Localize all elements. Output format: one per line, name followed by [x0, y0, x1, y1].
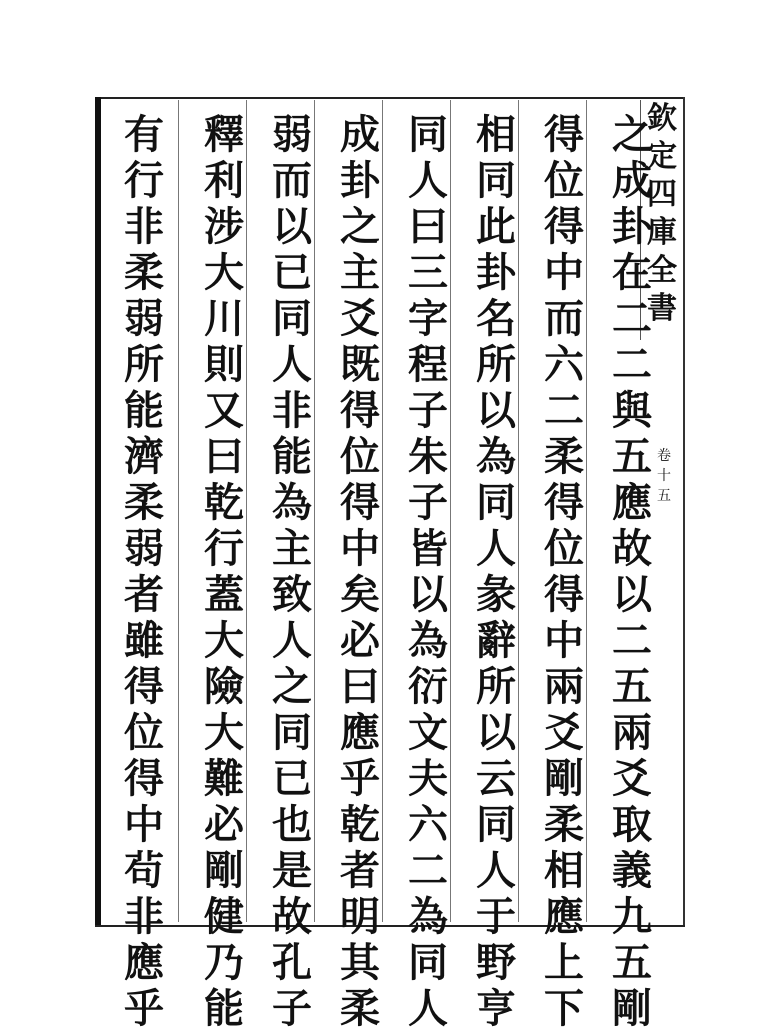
- glyph: 弱: [124, 295, 164, 342]
- glyph: 位: [544, 525, 584, 572]
- glyph: 同: [476, 479, 516, 526]
- glyph: 行: [124, 157, 164, 204]
- glyph: 五: [612, 663, 652, 710]
- glyph: 同: [476, 801, 516, 848]
- glyph: 應: [340, 709, 380, 756]
- glyph: 位: [124, 709, 164, 756]
- glyph: 涉: [204, 203, 244, 250]
- glyph: 二: [612, 341, 652, 388]
- glyph: 彖: [476, 571, 516, 618]
- text-column-4: [398, 111, 458, 1032]
- glyph: 茍: [124, 847, 164, 894]
- glyph: 又: [204, 387, 244, 434]
- glyph: 非: [124, 893, 164, 940]
- glyph: 而: [272, 157, 312, 204]
- glyph: 卷: [657, 448, 671, 464]
- glyph: 中: [340, 525, 380, 572]
- glyph: 所: [476, 341, 516, 388]
- glyph: 以: [612, 571, 652, 618]
- glyph: 辭: [476, 617, 516, 664]
- glyph: 人: [272, 617, 312, 664]
- glyph: 兩: [544, 663, 584, 710]
- glyph: 主: [340, 249, 380, 296]
- glyph: 行: [204, 525, 244, 572]
- glyph: 大: [204, 709, 244, 756]
- glyph: 此: [476, 203, 516, 250]
- glyph: 明: [340, 893, 380, 940]
- glyph: 以: [476, 387, 516, 434]
- text-column-5: [330, 111, 390, 1032]
- glyph: 得: [124, 755, 164, 802]
- glyph: 得: [544, 111, 584, 158]
- glyph: 健: [204, 893, 244, 940]
- glyph: 人: [476, 525, 516, 572]
- glyph: 取: [612, 801, 652, 848]
- glyph: 二: [544, 387, 584, 434]
- glyph: 川: [204, 295, 244, 342]
- glyph: 卦: [340, 157, 380, 204]
- glyph: 故: [272, 893, 312, 940]
- glyph: 同: [476, 157, 516, 204]
- glyph: 爻: [340, 295, 380, 342]
- glyph: 爻: [612, 755, 652, 802]
- glyph: 爻: [544, 709, 584, 756]
- glyph: 主: [272, 525, 312, 572]
- glyph: 柔: [544, 801, 584, 848]
- glyph: 子: [272, 985, 312, 1032]
- glyph: 五: [612, 433, 652, 480]
- glyph: 為: [408, 893, 448, 940]
- glyph: 同: [408, 111, 448, 158]
- glyph: 字: [408, 295, 448, 342]
- glyph: 應: [612, 479, 652, 526]
- glyph: 柔: [340, 985, 380, 1032]
- glyph: 同: [272, 295, 312, 342]
- frame-left-border: [95, 97, 101, 925]
- glyph: 人: [408, 157, 448, 204]
- glyph: 程: [408, 341, 448, 388]
- glyph: 成: [612, 157, 652, 204]
- glyph: 孔: [272, 939, 312, 986]
- glyph: 所: [124, 341, 164, 388]
- glyph: 義: [612, 847, 652, 894]
- glyph: 是: [272, 847, 312, 894]
- glyph: 在: [612, 249, 652, 296]
- glyph: 乾: [340, 801, 380, 848]
- glyph: 欽: [647, 101, 677, 136]
- glyph: 得: [544, 571, 584, 618]
- glyph: 五: [657, 488, 671, 504]
- glyph: 人: [272, 341, 312, 388]
- glyph: 必: [340, 617, 380, 664]
- text-column-6: [262, 111, 322, 1032]
- glyph: 同: [408, 939, 448, 986]
- glyph: 定: [647, 139, 677, 174]
- glyph: 既: [340, 341, 380, 388]
- glyph: 同: [272, 709, 312, 756]
- glyph: 能: [124, 387, 164, 434]
- glyph: 致: [272, 571, 312, 618]
- glyph: 以: [408, 571, 448, 618]
- glyph: 柔: [544, 433, 584, 480]
- glyph: 為: [408, 617, 448, 664]
- glyph: 衍: [408, 663, 448, 710]
- glyph: 雖: [124, 617, 164, 664]
- glyph: 四: [647, 177, 677, 212]
- glyph: 利: [204, 157, 244, 204]
- glyph: 得: [340, 479, 380, 526]
- glyph: 于: [476, 893, 516, 940]
- text-column-2: [534, 111, 594, 1032]
- glyph: 蓋: [204, 571, 244, 618]
- glyph: 夫: [408, 755, 448, 802]
- page-frame: [95, 97, 685, 927]
- glyph: 剛: [204, 847, 244, 894]
- glyph: 乎: [124, 985, 164, 1032]
- glyph: 相: [476, 111, 516, 158]
- glyph: 卦: [476, 249, 516, 296]
- glyph: 亨: [476, 985, 516, 1032]
- glyph: 兩: [612, 709, 652, 756]
- glyph: 有: [124, 111, 164, 158]
- glyph: 曰: [204, 433, 244, 480]
- glyph: 名: [476, 295, 516, 342]
- glyph: 能: [204, 985, 244, 1032]
- glyph: 已: [272, 755, 312, 802]
- glyph: 剛: [612, 985, 652, 1032]
- glyph: 中: [124, 801, 164, 848]
- glyph: 二: [612, 617, 652, 664]
- glyph: 之: [612, 111, 652, 158]
- glyph: 曰: [408, 203, 448, 250]
- glyph: 故: [612, 525, 652, 572]
- glyph: 上: [544, 939, 584, 986]
- glyph: 文: [408, 709, 448, 756]
- glyph: 柔: [124, 479, 164, 526]
- glyph: 所: [476, 663, 516, 710]
- glyph: 者: [124, 571, 164, 618]
- text-column-3: [466, 111, 526, 1032]
- glyph: 六: [544, 341, 584, 388]
- glyph: 三: [408, 249, 448, 296]
- glyph: 乎: [340, 755, 380, 802]
- glyph: 非: [124, 203, 164, 250]
- glyph: 十: [657, 468, 671, 484]
- glyph: 中: [544, 617, 584, 664]
- glyph: 之: [272, 663, 312, 710]
- glyph: 非: [272, 387, 312, 434]
- glyph: 為: [272, 479, 312, 526]
- glyph: 難: [204, 755, 244, 802]
- glyph: 五: [612, 939, 652, 986]
- glyph: 已: [272, 249, 312, 296]
- glyph: 也: [272, 801, 312, 848]
- glyph: 為: [476, 433, 516, 480]
- glyph: 野: [476, 939, 516, 986]
- glyph: 剛: [544, 755, 584, 802]
- text-column-1: [602, 111, 662, 1032]
- glyph: 全: [647, 253, 677, 288]
- glyph: 之: [340, 203, 380, 250]
- glyph: 與: [612, 387, 652, 434]
- glyph: 曰: [340, 663, 380, 710]
- glyph: 云: [476, 755, 516, 802]
- glyph: 位: [340, 433, 380, 480]
- glyph: 二: [408, 847, 448, 894]
- glyph: 卦: [612, 203, 652, 250]
- glyph: 九: [612, 893, 652, 940]
- glyph: 得: [124, 663, 164, 710]
- glyph: 下: [544, 985, 584, 1032]
- glyph: 人: [408, 985, 448, 1032]
- glyph: 險: [204, 663, 244, 710]
- glyph: 人: [476, 847, 516, 894]
- glyph: 大: [204, 617, 244, 664]
- glyph: 二: [612, 295, 652, 342]
- glyph: 必: [204, 801, 244, 848]
- glyph: 得: [544, 479, 584, 526]
- glyph: 則: [204, 341, 244, 388]
- glyph: 子: [408, 479, 448, 526]
- glyph: 得: [340, 387, 380, 434]
- glyph: 濟: [124, 433, 164, 480]
- glyph: 子: [408, 387, 448, 434]
- glyph: 弱: [124, 525, 164, 572]
- glyph: 乾: [204, 479, 244, 526]
- glyph: 弱: [272, 111, 312, 158]
- glyph: 得: [544, 203, 584, 250]
- glyph: 以: [272, 203, 312, 250]
- glyph: 成: [340, 111, 380, 158]
- column-rule: [178, 100, 179, 922]
- glyph: 皆: [408, 525, 448, 572]
- glyph: 者: [340, 847, 380, 894]
- glyph: 以: [476, 709, 516, 756]
- glyph: 位: [544, 157, 584, 204]
- text-column-7: [194, 111, 254, 1032]
- glyph: 乃: [204, 939, 244, 986]
- glyph: 相: [544, 847, 584, 894]
- glyph: 能: [272, 433, 312, 480]
- glyph: 書: [647, 291, 677, 326]
- glyph: 而: [544, 295, 584, 342]
- glyph: 應: [124, 939, 164, 986]
- glyph: 六: [408, 801, 448, 848]
- text-column-8: [114, 111, 174, 1032]
- glyph: 應: [544, 893, 584, 940]
- glyph: 中: [544, 249, 584, 296]
- glyph: 大: [204, 249, 244, 296]
- glyph: 矣: [340, 571, 380, 618]
- glyph: 釋: [204, 111, 244, 158]
- glyph: 其: [340, 939, 380, 986]
- glyph: 朱: [408, 433, 448, 480]
- glyph: 庫: [647, 215, 677, 250]
- glyph: 柔: [124, 249, 164, 296]
